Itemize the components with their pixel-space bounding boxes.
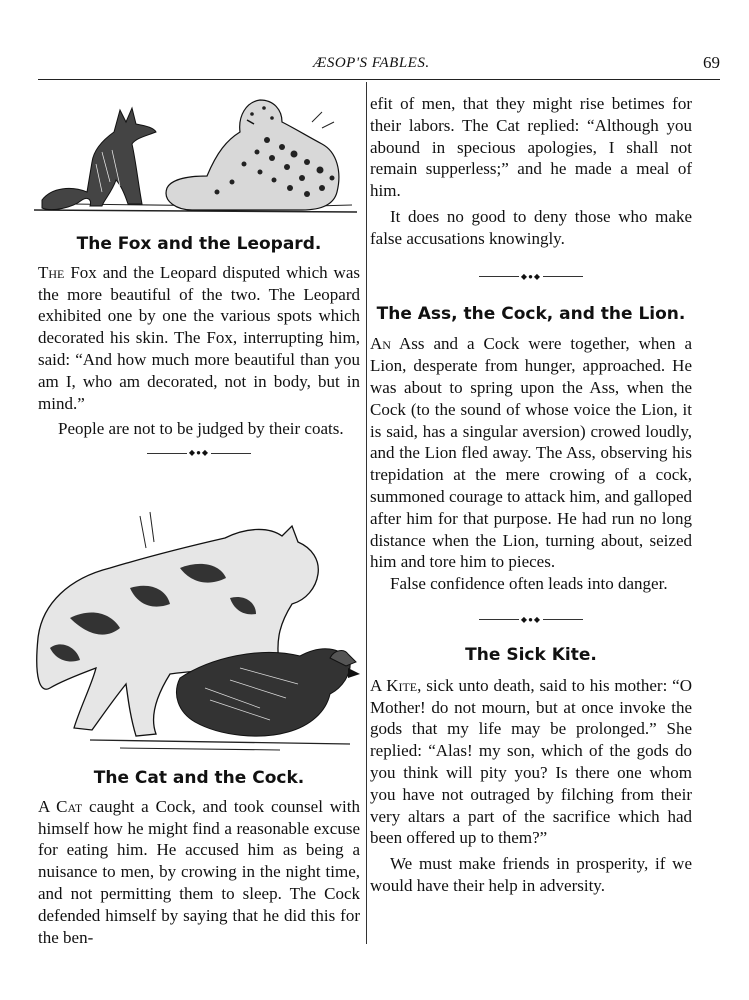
- drop-lead: A Kite,: [370, 675, 422, 695]
- fable-moral-ass-cock-lion: False confidence often leads into danger.: [390, 574, 668, 594]
- section-divider: ◆●◆: [370, 613, 692, 627]
- fable-text-ass-cock-lion: [370, 333, 692, 573]
- fable-title-cat-and-cock: The Cat and the Cock.: [93, 768, 305, 788]
- fable-body: Ass and a Cock were together, when a Lion, desperate from hunger, approached. He was about to spring upon the Ass, when the Cock (to the sound of whose voice the Lion, it is said, has a singular aversion) crowed loudly, and the Lion fled away. The Ass, observing his trepidation at the mere crowing of a cock, summoned courage to attack him, and galloped after him for that purpose. He had run no long distance when the Lion, turning about, seized him and tore him to pieces.: [370, 334, 692, 572]
- fox-and-leopard-illustration: [32, 92, 362, 222]
- fable-text-fox-and-leopard: [38, 262, 360, 415]
- left-column: [38, 234, 360, 460]
- fable-moral-fox-and-leopard: People are not to be judged by their coats.: [58, 419, 344, 439]
- section-divider: ◆●◆: [370, 270, 692, 284]
- fable-body: caught a Cock, and took counsel with himself how he might find a reasonable excuse for eating him. He accused him as being a nuisance to men, by crowing in the night time, and not permitting them to sleep. The Cock defended himself by saying that he did this for the ben-: [38, 796, 360, 947]
- page-number: 69: [703, 53, 720, 72]
- fable-moral-sick-kite: We must make friends in prosperity, if we would have their help in adversity.: [370, 854, 692, 895]
- fable-moral-cat-and-cock: It does no good to deny those who make false accusations knowingly.: [370, 206, 692, 248]
- left-column-lower: [38, 768, 360, 948]
- running-title: ÆSOP'S FABLES.: [313, 55, 430, 71]
- fable-continuation-cat-and-cock: efit of men, that they might rise betimes for their labors. The Cat replied: “Although you abound in specious apologies, I shall not remain supperless;” and he made a meal of him.: [370, 94, 692, 201]
- column-rule: [366, 82, 367, 944]
- fable-title-ass-cock-lion: The Ass, the Cock, and the Lion.: [376, 303, 686, 324]
- fable-text-cat-and-cock: [38, 796, 360, 949]
- fable-title-fox-and-leopard: The Fox and the Leopard.: [76, 234, 322, 254]
- fable-body: Fox and the Leopard disputed which was the more beautiful of the two. The Leopard exhibited one by one the various spots which decorated his skin. The Fox, interrupting him, said: “And how much more beautiful than you am I, who am decorated, not in body, but in mind.”: [38, 262, 360, 413]
- fable-title-sick-kite: The Sick Kite.: [465, 644, 597, 665]
- drop-lead: The: [38, 262, 65, 282]
- right-column: [370, 93, 692, 897]
- drop-lead: A Cat: [38, 796, 83, 816]
- fable-text-sick-kite: [370, 675, 692, 849]
- fable-body: sick unto death, said to his mother: “O Mother! do not mourn, but at once invoke the gods that my life may be prolonged.” She replied: “Alas! my son, which of the gods do you think will pity you? Is there one whom you have not outraged by filching from their very altars a part of the sacrifice which had been offered up to them?”: [370, 675, 692, 848]
- cat-and-cock-illustration: [30, 508, 362, 758]
- section-divider: ◆●◆: [38, 446, 360, 460]
- page-header: [38, 53, 720, 80]
- drop-lead: An: [370, 334, 391, 354]
